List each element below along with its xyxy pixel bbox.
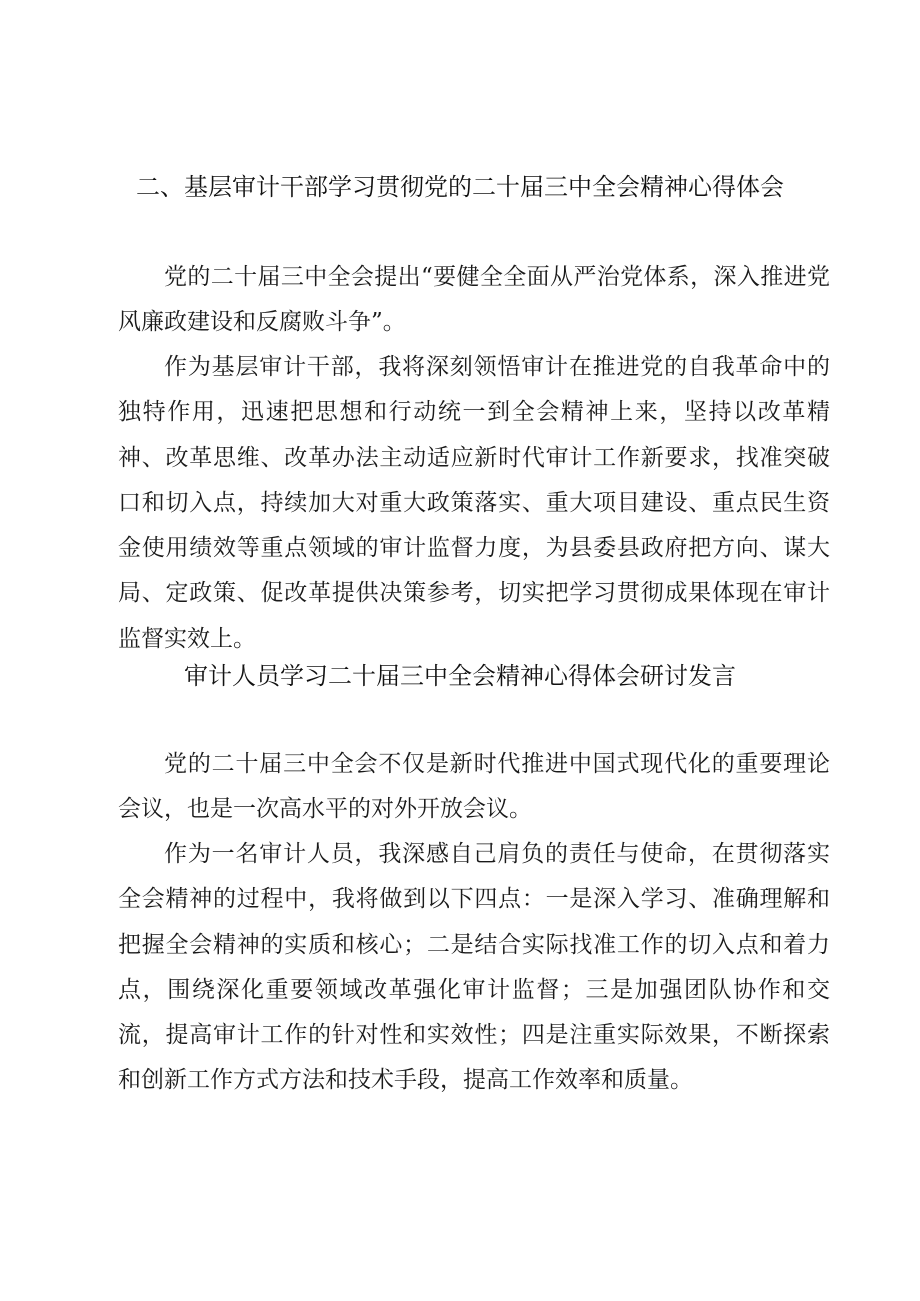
section-2-paragraph-1: 党的二十届三中全会不仅是新时代推进中国式现代化的重要理论会议，也是一次高水平的对外开放会议。: [118, 751, 830, 823]
section-1-paragraph-1: 党的二十届三中全会提出“要健全全面从严治党体系，深入推进党风廉政建设和反腐败斗争”。: [118, 264, 830, 336]
section-1-heading: 二、基层审计干部学习贯彻党的二十届三中全会精神心得体会: [136, 173, 784, 201]
section-1-paragraph-2: 作为基层审计干部，我将深刻领悟审计在推进党的自我革命中的独特作用，迅速把思想和行动统一到全会精神上来，坚持以改革精神、改革思维、改革办法主动适应新时代审计工作新要求，找准突破口和切入点，持续加大对重大政策落实、重大项目建设、重点民生资金使用绩效等重点领域的审计监督力度，为县委县政府把方向、谋大局、定政策、促改革提供决策参考，切实把学习贯彻成果体现在审计监督实效上。: [118, 354, 830, 652]
section-2-heading: 审计人员学习二十届三中全会精神心得体会研讨发言: [184, 662, 736, 690]
section-2-paragraph-2: 作为一名审计人员，我深感自己肩负的责任与使命，在贯彻落实全会精神的过程中，我将做到以下四点：一是深入学习、准确理解和把握全会精神的实质和核心；二是结合实际找准工作的切入点和着力点，围绕深化重要领域改革强化审计监督；三是加强团队协作和交流，提高审计工作的针对性和实效性；四是注重实际效果，不断探索和创新工作方式方法和技术手段，提高工作效率和质量。: [118, 841, 830, 1094]
